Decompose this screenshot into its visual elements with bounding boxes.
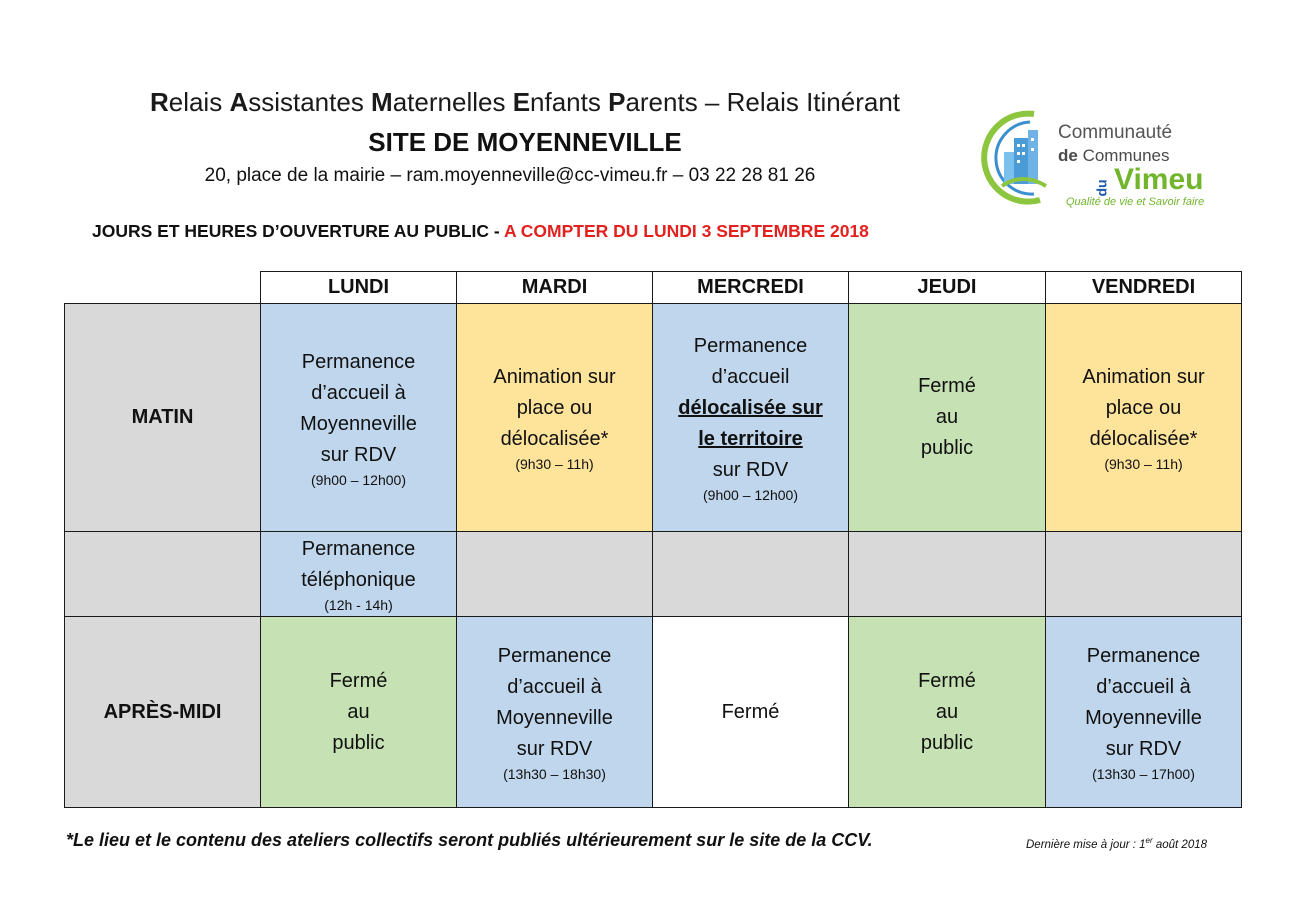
cell-line: d’accueil à xyxy=(507,676,602,698)
logo-name: Vimeu xyxy=(1114,163,1204,196)
cell-matin-jeudi xyxy=(849,304,1046,532)
row-header-midi xyxy=(65,532,261,617)
row-header-matin: MATIN xyxy=(65,304,261,532)
day-header-jeudi: JEUDI xyxy=(849,272,1046,304)
cell-midi-mercredi xyxy=(653,532,849,617)
cell-time: (9h30 – 11h) xyxy=(515,456,594,472)
cell-apres-midi-jeudi xyxy=(849,617,1046,808)
cell-line: d’accueil à xyxy=(311,381,406,404)
title-word: nfants xyxy=(530,87,609,117)
cell-line: Permanence xyxy=(497,645,612,667)
cell-line: Permanence xyxy=(301,538,416,560)
cell-line: délocalisée* xyxy=(500,428,609,450)
cell-apres-midi-lundi xyxy=(261,617,457,808)
table-row-midi xyxy=(65,532,1242,617)
contact-address: 20, place de la mairie – ram.moyenneville@cc-vimeu.fr – 03 22 28 81 26 xyxy=(204,165,816,186)
hours-title: JOURS ET HEURES D’OUVERTURE AU PUBLIC - xyxy=(92,221,504,241)
logo-line-1: Communauté xyxy=(1058,122,1173,143)
cell-time: (12h - 14h) xyxy=(324,597,393,613)
title-word: ssistantes xyxy=(248,87,372,117)
cell-midi-mardi xyxy=(457,532,653,617)
row-header-apres-midi: APRÈS-MIDI xyxy=(65,617,261,808)
title-initial: P xyxy=(608,87,626,117)
table-row-apres-midi xyxy=(65,617,1242,808)
title-initial: A xyxy=(229,87,249,117)
cell-matin-mardi xyxy=(457,304,653,532)
title-initial: R xyxy=(149,87,169,117)
cell-line: sur RDV xyxy=(1105,738,1182,760)
cell-line: d’accueil à xyxy=(1096,676,1191,698)
logo-emblem-icon xyxy=(984,114,1046,202)
cell-line: d’accueil xyxy=(711,366,790,388)
table-header-row xyxy=(65,272,1242,304)
cell-line: place ou xyxy=(516,397,593,419)
cell-midi-vendredi xyxy=(1046,532,1242,617)
cell-line: Animation sur xyxy=(1082,366,1205,388)
title-initial: M xyxy=(371,87,393,117)
table-row-matin xyxy=(65,304,1242,532)
cell-apres-midi-mardi xyxy=(457,617,653,808)
title-initial: E xyxy=(512,87,531,117)
cell-line: Animation sur xyxy=(493,366,616,388)
day-header-lundi: LUNDI xyxy=(261,272,457,304)
day-header-mardi: MARDI xyxy=(457,272,653,304)
last-updated xyxy=(1026,832,1207,854)
cell-line-emphasis: délocalisée sur xyxy=(678,397,823,419)
cell-line: au xyxy=(347,700,370,723)
cell-apres-midi-vendredi xyxy=(1046,617,1242,808)
title-word: arents – Relais Itinérant xyxy=(625,87,901,117)
title-word: aternelles xyxy=(392,87,513,117)
cell-line: Permanence xyxy=(693,335,808,357)
cell-line: Moyenneville xyxy=(300,412,417,435)
cell-line: Permanence xyxy=(301,350,416,373)
title-word: elais xyxy=(168,87,230,117)
cell-time: (9h00 – 12h00) xyxy=(703,487,798,503)
cell-line: place ou xyxy=(1105,397,1182,419)
cell-line: public xyxy=(920,731,974,754)
updated-suffix: août 2018 xyxy=(1152,838,1208,851)
cell-time: (13h30 – 17h00) xyxy=(1092,766,1195,782)
cell-line: sur RDV xyxy=(712,459,789,481)
cell-line: délocalisée* xyxy=(1089,428,1198,450)
cell-matin-mercredi xyxy=(653,304,849,532)
footnote: *Le lieu et le contenu des ateliers collectifs seront publiés ultérieurement sur le site de la CCV. xyxy=(66,830,873,850)
day-header-vendredi: VENDREDI xyxy=(1046,272,1242,304)
hours-start-date: A COMPTER DU LUNDI 3 SEPTEMBRE 2018 xyxy=(503,221,869,241)
table-corner xyxy=(65,272,261,304)
cell-line: public xyxy=(920,437,974,459)
cell-time: (9h00 – 12h00) xyxy=(311,471,406,488)
opening-hours-heading xyxy=(92,217,869,245)
cell-line: Moyenneville xyxy=(496,707,613,729)
cell-line: sur RDV xyxy=(516,738,593,760)
cell-matin-vendredi xyxy=(1046,304,1242,532)
logo-du: du xyxy=(1093,179,1110,197)
cell-time: (9h30 – 11h) xyxy=(1104,456,1183,472)
cell-line-emphasis: le territoire xyxy=(698,428,803,450)
logo-line-2-rest: Communes xyxy=(1077,146,1170,165)
cell-line: Fermé xyxy=(918,375,976,397)
site-title: SITE DE MOYENNEVILLE xyxy=(368,127,682,157)
logo-tagline: Qualité de vie et Savoir faire xyxy=(1066,196,1205,208)
cell-line: Fermé xyxy=(329,669,388,692)
cell-line: public xyxy=(332,731,385,754)
cell-midi-jeudi xyxy=(849,532,1046,617)
document-title xyxy=(60,84,990,120)
cell-line: Moyenneville xyxy=(1085,707,1202,729)
cell-line: au xyxy=(935,700,959,723)
day-header-mercredi: MERCREDI xyxy=(653,272,849,304)
cell-midi-lundi xyxy=(261,532,457,617)
cell-matin-lundi xyxy=(261,304,457,532)
updated-prefix: Dernière mise à jour : 1 xyxy=(1026,838,1146,851)
cell-line: Permanence xyxy=(1086,645,1201,667)
cell-line: sur RDV xyxy=(320,443,397,466)
updated-sup: er xyxy=(1145,836,1153,845)
cell-apres-midi-mercredi xyxy=(653,617,849,808)
cell-line: Fermé xyxy=(918,669,976,692)
logo-line-2-bold: de xyxy=(1058,146,1078,165)
cell-time: (13h30 – 18h30) xyxy=(503,766,606,782)
cell-line: Fermé xyxy=(721,700,780,723)
cell-line: téléphonique xyxy=(301,569,416,591)
schedule-table xyxy=(64,271,1242,808)
cell-line: au xyxy=(935,406,959,428)
